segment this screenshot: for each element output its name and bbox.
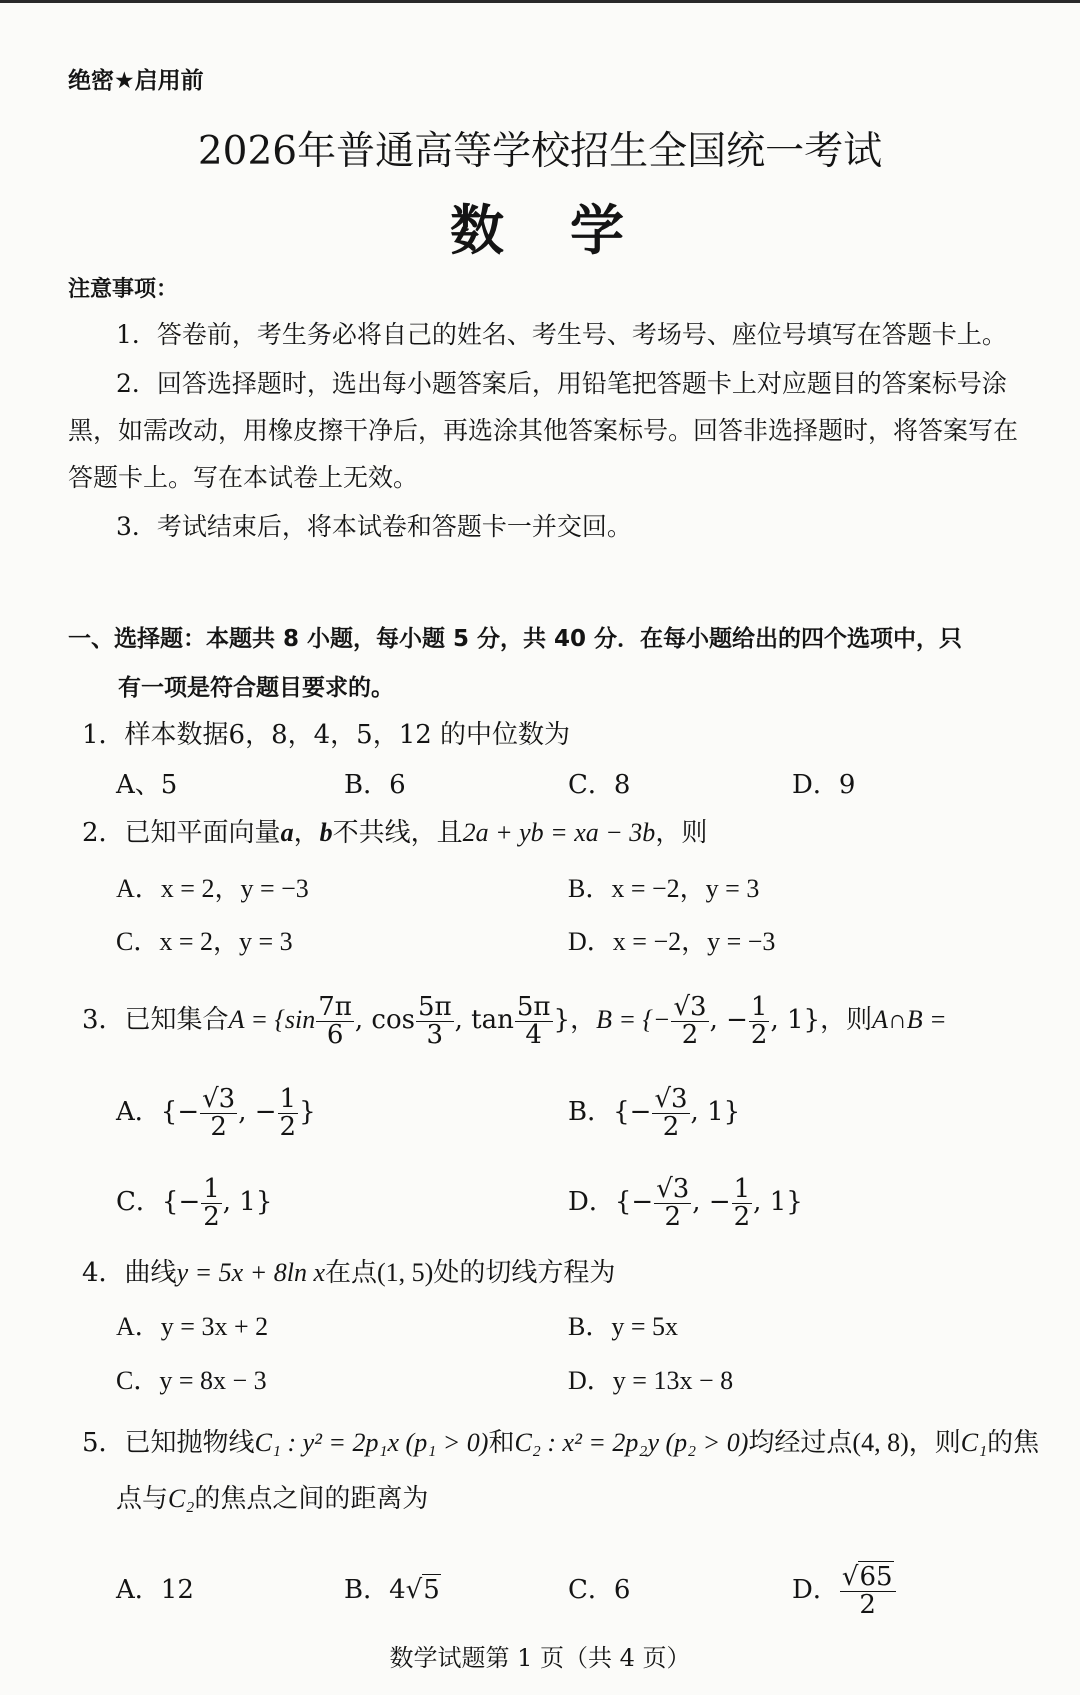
question-3-stem [82, 990, 947, 1050]
option-label: C． [116, 1187, 162, 1217]
vector-b: b [319, 818, 333, 847]
question-2-option-b: B．x = −2，y = 3 [568, 874, 760, 903]
fraction-denominator: 2 [664, 1201, 682, 1232]
question-5-option-a: A．12 [116, 1575, 194, 1605]
question-5-text-4: ，则 [908, 1428, 961, 1458]
fraction-denominator: 4 [525, 1019, 542, 1050]
notice-item-2-line-1: 2．回答选择题时，选出每小题答案后，用铅笔把答题卡上对应题目的答案标号涂 [116, 369, 1007, 398]
fraction-1-over-2 [732, 1173, 753, 1232]
question-5-text-1: 已知抛物线 [124, 1428, 255, 1458]
set-open: {− [613, 1097, 652, 1127]
fraction-numerator: 1 [750, 991, 768, 1022]
question-1-stem: 1．样本数据6，8，4，5，12 的中位数为 [82, 720, 571, 750]
question-2-text-2: 不共线，且 [332, 818, 463, 848]
fraction-root3-over-2 [671, 991, 708, 1050]
question-2-option-c: C．x = 2，y = 3 [116, 927, 293, 956]
sqrt-sign-icon: √ [405, 1575, 423, 1605]
fraction-numerator: √3 [673, 991, 707, 1022]
fraction-denominator: 2 [750, 1019, 768, 1050]
notice-item-1: 1．答卷前，考生务必将自己的姓名、考生号、考场号、座位号填写在答题卡上。 [116, 320, 1007, 349]
question-2-text-3: ，则 [655, 818, 708, 848]
fraction-1-over-2 [278, 1083, 299, 1142]
parabola-c1: C₁ : y² = 2p₁x (p₁ > 0) [254, 1428, 489, 1457]
question-3-option-c [116, 1172, 272, 1232]
fraction-denominator: 3 [426, 1019, 444, 1050]
fraction-denominator: 6 [326, 1019, 344, 1050]
fraction-1-over-2 [201, 1173, 222, 1232]
set-b-open: B = {− [596, 1005, 671, 1034]
question-4-option-b: B．y = 5x [568, 1312, 679, 1341]
set-a-close: } [553, 1005, 571, 1035]
subject-title: 数 学 [450, 199, 630, 262]
fraction-numerator: 1 [203, 1173, 220, 1204]
fraction-numerator: √3 [202, 1083, 236, 1114]
exam-title: 2026年普通高等学校招生全国统一考试 [197, 129, 883, 174]
question-5-text-3: 均经过点 [748, 1428, 853, 1458]
set-close: } [299, 1097, 316, 1127]
set-sep: , − [238, 1097, 277, 1127]
fraction-numerator [840, 1561, 896, 1592]
set-close: , 1} [222, 1187, 273, 1217]
fraction-1-over-2 [749, 991, 770, 1050]
fraction-denominator: 2 [203, 1201, 220, 1232]
fraction-root3-over-2 [654, 1173, 691, 1232]
question-3-option-b [568, 1082, 740, 1142]
set-close: , 1} [753, 1187, 803, 1217]
fraction-root3-over-2 [200, 1083, 237, 1142]
question-4-text-3: 处的切线方程为 [433, 1258, 616, 1288]
notice-item-2-line-2: 黑，如需改动，用橡皮擦干净后，再选涂其他答案标号。回答非选择题时，将答案写在 [68, 416, 1019, 445]
question-2-sep: ， [293, 818, 320, 848]
question-5-text-5: 的焦 [987, 1428, 1040, 1458]
question-2-equation: 2a + yb = xa − 3b [462, 818, 656, 847]
question-4-number: 4． [82, 1258, 125, 1288]
question-3-sep: ， [570, 1005, 597, 1035]
fraction-denominator: 2 [210, 1111, 227, 1142]
question-5-option-c: C．6 [568, 1575, 631, 1605]
question-4-option-a: A．y = 3x + 2 [116, 1312, 269, 1341]
fraction-denominator: 2 [662, 1111, 680, 1142]
question-3-ask: A∩B = [872, 1005, 947, 1034]
fraction-numerator: 5π [418, 991, 452, 1022]
section-1-title-line-1: 一、选择题：本题共 8 小题，每小题 5 分，共 40 分．在每小题给出的四个选项中，只 [68, 626, 963, 652]
square-root [841, 1561, 894, 1592]
question-4-stem [82, 1256, 615, 1290]
question-5-text-6: 点与 [116, 1484, 169, 1514]
option-label: D． [568, 1187, 615, 1217]
fraction-denominator: 2 [279, 1111, 297, 1142]
parabola-c2: C₂ : x² = 2p₂y (p₂ > 0) [514, 1428, 749, 1457]
radicand: 65 [859, 1561, 893, 1592]
question-2-stem [82, 816, 707, 850]
question-5-text-2: 和 [488, 1428, 515, 1458]
question-4-option-d: D．y = 13x − 8 [568, 1366, 734, 1395]
set-a-open: A = {sin [228, 1005, 316, 1034]
question-4-text-1: 曲线 [124, 1258, 177, 1288]
question-1-option-d: D．9 [792, 770, 856, 800]
question-2-option-d: D．x = −2，y = −3 [568, 927, 776, 956]
fraction-7pi-over-6 [316, 991, 354, 1050]
question-2-number: 2． [82, 818, 125, 848]
question-5-point: (4, 8) [852, 1428, 909, 1457]
fraction-5pi-over-4 [515, 991, 553, 1050]
fraction-denominator: 2 [681, 1019, 699, 1050]
question-4-option-c: C．y = 8x − 3 [116, 1366, 267, 1395]
question-4-curve: y = 5x + 8ln x [176, 1258, 325, 1287]
question-5-c1-ref: C₁ [960, 1428, 988, 1457]
option-label: A． [116, 1097, 161, 1127]
option-label: B． [568, 1097, 614, 1127]
fraction-numerator: 5π [516, 991, 551, 1022]
set-a-cos: , cos [354, 1005, 415, 1035]
question-2-text-1: 已知平面向量 [124, 818, 281, 848]
question-5-stem-line-2 [116, 1482, 428, 1516]
square-root [406, 1560, 441, 1620]
question-2-option-a: A．x = 2，y = −3 [116, 874, 309, 903]
vector-a: a [280, 818, 294, 847]
fraction-denominator: 2 [859, 1589, 876, 1620]
fraction-numerator: 1 [279, 1083, 297, 1114]
fraction-numerator: 1 [733, 1173, 751, 1204]
question-3-option-a [116, 1082, 316, 1142]
question-5-c2-ref: C₂ [168, 1484, 195, 1513]
fraction-numerator: √3 [656, 1173, 690, 1204]
set-sep: , − [692, 1187, 731, 1217]
question-4-text-2: 在点 [325, 1258, 378, 1288]
set-open: {− [614, 1187, 654, 1217]
question-3-option-d [568, 1172, 803, 1232]
set-a-tan: , tan [454, 1005, 514, 1035]
fraction-5pi-over-3 [416, 991, 454, 1050]
question-5-text-7: 的焦点之间的距离为 [194, 1484, 429, 1514]
question-3-number: 3． [82, 1005, 125, 1035]
fraction-root3-over-2 [652, 1083, 689, 1142]
fraction-numerator: √3 [654, 1083, 688, 1114]
question-5-option-b [344, 1560, 441, 1620]
sqrt-sign-icon: √ [841, 1561, 859, 1592]
set-close: , 1} [690, 1097, 741, 1127]
question-3-text-2: ，则 [820, 1005, 873, 1035]
set-b-close: , 1} [770, 1005, 821, 1035]
question-1-option-a: A、5 [116, 770, 178, 800]
radical-coefficient: 4 [389, 1575, 406, 1605]
fraction-denominator: 2 [733, 1201, 751, 1232]
question-4-point: (1, 5) [377, 1258, 434, 1287]
scan-top-edge [0, 0, 1080, 3]
fraction-root65-over-2 [840, 1561, 896, 1620]
question-5-stem-line-1 [82, 1426, 1039, 1460]
notice-item-3: 3．考试结束后，将本试卷和答题卡一并交回。 [116, 512, 632, 541]
set-open: {− [160, 1097, 200, 1127]
question-1-option-b: B．6 [344, 770, 406, 800]
question-3-text-1: 已知集合 [124, 1005, 229, 1035]
page-footer: 数学试题第 1 页（共 4 页） [389, 1644, 691, 1672]
set-b-mid: , − [709, 1005, 748, 1035]
set-open: {− [161, 1187, 201, 1217]
notice-title: 注意事项： [68, 277, 179, 302]
confidential-mark: 绝密★启用前 [68, 68, 204, 94]
option-label: D． [792, 1575, 839, 1605]
notice-item-2-line-3: 答题卡上。写在本试卷上无效。 [68, 463, 419, 492]
option-label: B． [344, 1575, 390, 1605]
question-5-option-d [792, 1560, 897, 1620]
radicand: 5 [423, 1575, 440, 1605]
fraction-numerator: 7π [318, 991, 352, 1022]
question-1-option-c: C．8 [568, 770, 631, 800]
section-1-title-line-2: 有一项是符合题目要求的。 [118, 675, 394, 701]
question-5-number: 5． [82, 1428, 125, 1458]
